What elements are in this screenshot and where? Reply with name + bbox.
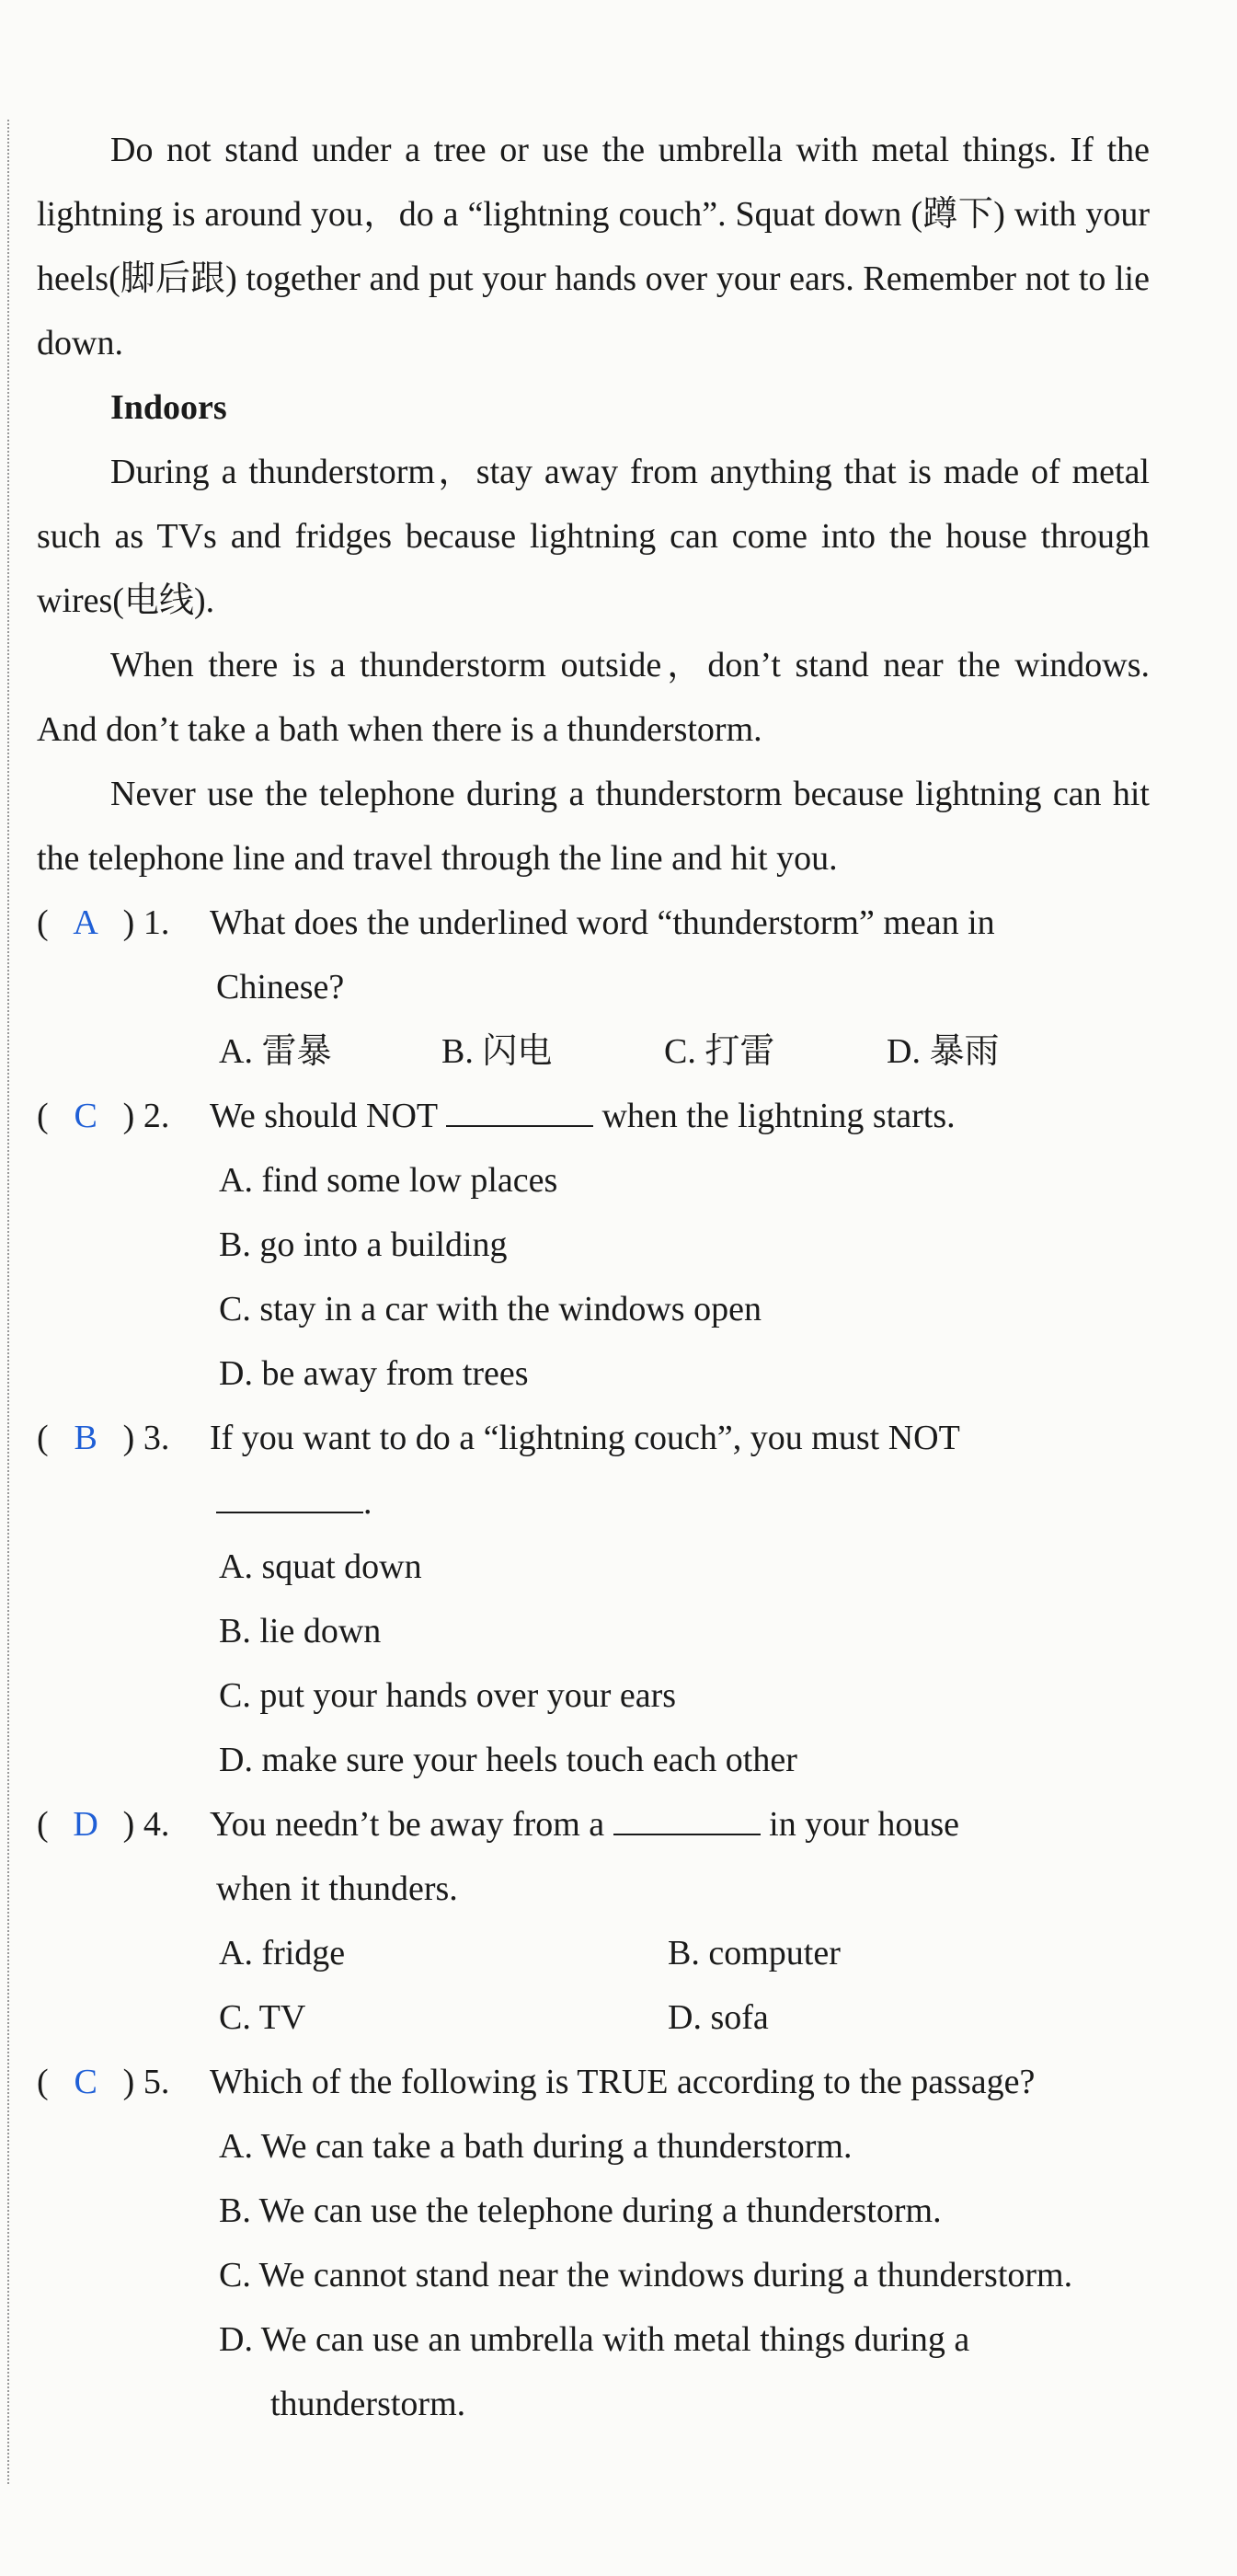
option-a: A. squat down <box>219 1547 422 1586</box>
question-number: 5. <box>143 2063 170 2101</box>
question-text: You needn’t be away from a in your house <box>210 1792 1150 1857</box>
question-5 <box>37 2050 1150 2436</box>
answer-letter: A <box>73 903 98 942</box>
question-number: 2. <box>143 1097 170 1135</box>
question-text: If you want to do a “lightning couch”, you must NOT <box>210 1419 960 1457</box>
options <box>219 1019 1150 1084</box>
question-text: We should NOT when the lightning starts. <box>210 1084 1150 1148</box>
passage-paragraph: Never use the telephone during a thunderstorm because lightning can hit the telephone line and travel through the line and hit you. <box>37 775 1150 878</box>
question-text-continued: Chinese? <box>216 968 345 1006</box>
option-d: D. We can use an umbrella with metal things during a <box>219 2320 970 2359</box>
question-3 <box>37 1406 1150 1792</box>
option-a: A. 雷暴 <box>219 1032 332 1071</box>
option-c: C. 打雷 <box>664 1032 775 1071</box>
options <box>219 1535 1150 1792</box>
answer-letter: D <box>73 1805 98 1844</box>
option-d-continued: thunderstorm. <box>270 2385 466 2423</box>
answer-bracket: ( D ) 4. <box>37 1792 210 1857</box>
answer-bracket: ( B ) 3. <box>37 1406 210 1470</box>
option-a: A. find some low places <box>219 1161 558 1200</box>
option-a: A. fridge <box>219 1934 346 1972</box>
option-b: B. 闪电 <box>441 1032 553 1071</box>
option-d: D. sofa <box>668 1998 769 2037</box>
passage-paragraph: When there is a thunderstorm outside，don’t stand near the windows. And don’t take a bath when there is a thunderstorm. <box>37 646 1150 749</box>
option-c: C. put your hands over your ears <box>219 1676 677 1715</box>
answer-bracket: ( C ) 2. <box>37 1084 210 1148</box>
answer-letter: C <box>74 1097 97 1135</box>
question-text-continued: . <box>216 1470 1150 1535</box>
answer-blank <box>216 1480 363 1513</box>
options <box>219 1921 1150 2050</box>
option-b: B. We can use the telephone during a thunderstorm. <box>219 2191 942 2230</box>
answer-blank <box>613 1802 761 1835</box>
binding-margin-line <box>7 120 9 2484</box>
question-text: What does the underlined word “thunderstorm” mean in <box>210 903 995 942</box>
answer-bracket: ( C ) 5. <box>37 2050 210 2114</box>
option-a: A. We can take a bath during a thunderstorm. <box>219 2127 853 2166</box>
option-b: B. lie down <box>219 1612 382 1650</box>
options <box>219 2114 1150 2436</box>
question-text: Which of the following is TRUE according to the passage? <box>210 2063 1036 2101</box>
question-2 <box>37 1084 1150 1406</box>
answer-letter: C <box>74 2063 97 2101</box>
option-b: B. computer <box>668 1934 841 1972</box>
question-4 <box>37 1792 1150 2050</box>
option-d: D. 暴雨 <box>887 1032 1000 1071</box>
worksheet-content <box>37 118 1150 2436</box>
option-c: C. TV <box>219 1998 306 2037</box>
section-heading: Indoors <box>110 388 227 427</box>
passage-paragraph: Do not stand under a tree or use the umbrella with metal things. If the lightning is around you，do a “lightning couch”. Squat down (蹲下) with your heels(脚后跟) together and put your hands over your ears. Remember not to lie down. <box>37 131 1150 362</box>
option-d: D. be away from trees <box>219 1354 529 1393</box>
answer-bracket: ( A ) 1. <box>37 891 210 955</box>
answer-blank <box>446 1094 593 1127</box>
option-d: D. make sure your heels touch each other <box>219 1741 797 1779</box>
question-text-continued: when it thunders. <box>216 1869 458 1908</box>
question-1 <box>37 891 1150 1084</box>
passage-paragraph: During a thunderstorm，stay away from anything that is made of metal such as TVs and fridges because lightning can come into the house through wires(电线). <box>37 453 1150 620</box>
option-b: B. go into a building <box>219 1225 508 1264</box>
option-c: C. We cannot stand near the windows during a thunderstorm. <box>219 2256 1073 2294</box>
option-c: C. stay in a car with the windows open <box>219 1290 762 1328</box>
answer-letter: B <box>74 1419 97 1457</box>
question-number: 4. <box>143 1805 170 1844</box>
options <box>219 1148 1150 1406</box>
question-number: 3. <box>143 1419 170 1457</box>
question-number: 1. <box>143 903 170 942</box>
